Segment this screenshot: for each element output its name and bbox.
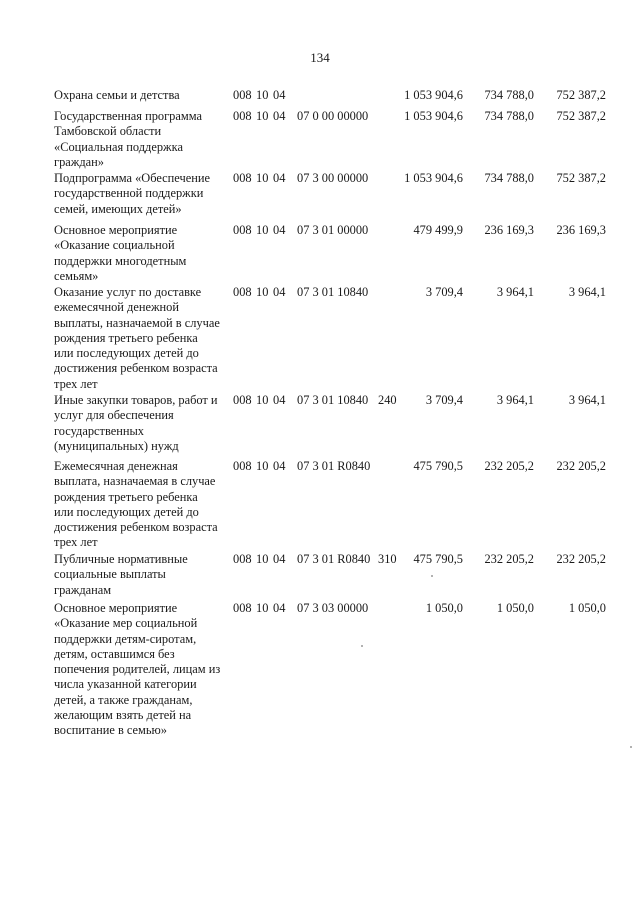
row-value-year-2: 232 205,2 [484, 552, 534, 566]
row-ved-code: 008 [233, 601, 252, 615]
row-value-year-1: 475 790,5 [413, 552, 463, 566]
row-ved-code: 008 [233, 285, 252, 299]
row-expense-type-code: 240 [378, 393, 397, 407]
row-name: Основное мероприятие «Оказание мер социальной поддержки детям-сиротам, детям, оставшимся без попечения родителей, лицам из числа указанной категории детей, а также гражданам, желающим взять детей на воспитание в семью» [54, 601, 221, 738]
row-subsection-code: 04 [273, 459, 286, 473]
row-name: Ежемесячная денежная выплата, назначаемая в случае рождения третьего ребенка или последующих детей до достижения ребенком возраста трех лет [54, 459, 218, 550]
row-value-year-2: 3 964,1 [496, 393, 534, 407]
row-subsection-code: 04 [273, 171, 286, 185]
row-section-code: 10 [256, 109, 269, 123]
row-value-year-2: 236 169,3 [484, 223, 534, 237]
row-target-code: 07 3 03 00000 [297, 601, 369, 615]
row-section-code: 10 [256, 459, 269, 473]
row-target-code: 07 3 01 00000 [297, 223, 369, 237]
row-value-year-1: 475 790,5 [413, 459, 463, 473]
row-ved-code: 008 [233, 171, 252, 185]
row-value-year-2: 734 788,0 [484, 109, 534, 123]
row-subsection-code: 04 [273, 552, 286, 566]
row-section-code: 10 [256, 601, 269, 615]
row-subsection-code: 04 [273, 393, 286, 407]
row-value-year-2: 232 205,2 [484, 459, 534, 473]
row-target-code: 07 3 01 R0840 [297, 552, 371, 566]
row-name: Публичные нормативные социальные выплаты гражданам [54, 552, 188, 597]
scan-speck [630, 746, 632, 748]
row-value-year-2: 3 964,1 [496, 285, 534, 299]
row-target-code: 07 3 01 10840 [297, 393, 369, 407]
row-name: Оказание услуг по доставке ежемесячной денежной выплаты, назначаемой в случае рождения третьего ребенка или последующих детей до достижения ребенком возраста трех лет [54, 285, 220, 391]
row-expense-type-code: 310 [378, 552, 397, 566]
row-value-year-1: 1 053 904,6 [404, 171, 463, 185]
row-value-year-3: 3 964,1 [568, 285, 606, 299]
row-section-code: 10 [256, 285, 269, 299]
row-value-year-2: 734 788,0 [484, 88, 534, 102]
row-name: Основное мероприятие «Оказание социальной поддержки многодетным семьям» [54, 223, 187, 283]
row-value-year-3: 232 205,2 [556, 552, 606, 566]
scan-speck [361, 645, 363, 647]
row-subsection-code: 04 [273, 223, 286, 237]
row-target-code: 07 0 00 00000 [297, 109, 369, 123]
row-ved-code: 008 [233, 223, 252, 237]
row-ved-code: 008 [233, 393, 252, 407]
row-value-year-3: 1 050,0 [568, 601, 606, 615]
row-ved-code: 008 [233, 88, 252, 102]
row-value-year-1: 3 709,4 [425, 393, 463, 407]
row-ved-code: 008 [233, 459, 252, 473]
row-ved-code: 008 [233, 552, 252, 566]
page-number: 134 [310, 50, 330, 65]
scan-speck [431, 575, 433, 577]
row-name: Подпрограмма «Обеспечение государственной поддержки семей, имеющих детей» [54, 171, 210, 216]
row-value-year-2: 1 050,0 [496, 601, 534, 615]
row-subsection-code: 04 [273, 109, 286, 123]
row-target-code: 07 3 01 10840 [297, 285, 369, 299]
row-name: Охрана семьи и детства [54, 88, 180, 102]
row-value-year-2: 734 788,0 [484, 171, 534, 185]
row-value-year-1: 479 499,9 [413, 223, 463, 237]
row-section-code: 10 [256, 552, 269, 566]
row-value-year-1: 3 709,4 [425, 285, 463, 299]
row-value-year-3: 236 169,3 [556, 223, 606, 237]
row-value-year-3: 232 205,2 [556, 459, 606, 473]
row-value-year-3: 752 387,2 [556, 171, 606, 185]
row-value-year-3: 3 964,1 [568, 393, 606, 407]
row-value-year-1: 1 053 904,6 [404, 109, 463, 123]
row-target-code: 07 3 00 00000 [297, 171, 369, 185]
row-value-year-3: 752 387,2 [556, 109, 606, 123]
row-section-code: 10 [256, 88, 269, 102]
row-section-code: 10 [256, 393, 269, 407]
row-ved-code: 008 [233, 109, 252, 123]
row-name: Государственная программа Тамбовской области «Социальная поддержка граждан» [54, 109, 202, 169]
row-value-year-1: 1 053 904,6 [404, 88, 463, 102]
row-value-year-1: 1 050,0 [425, 601, 463, 615]
row-name: Иные закупки товаров, работ и услуг для обеспечения государственных (муниципальных) нужд [54, 393, 218, 453]
row-value-year-3: 752 387,2 [556, 88, 606, 102]
row-section-code: 10 [256, 223, 269, 237]
row-section-code: 10 [256, 171, 269, 185]
row-target-code: 07 3 01 R0840 [297, 459, 371, 473]
row-subsection-code: 04 [273, 601, 286, 615]
row-subsection-code: 04 [273, 88, 286, 102]
row-subsection-code: 04 [273, 285, 286, 299]
